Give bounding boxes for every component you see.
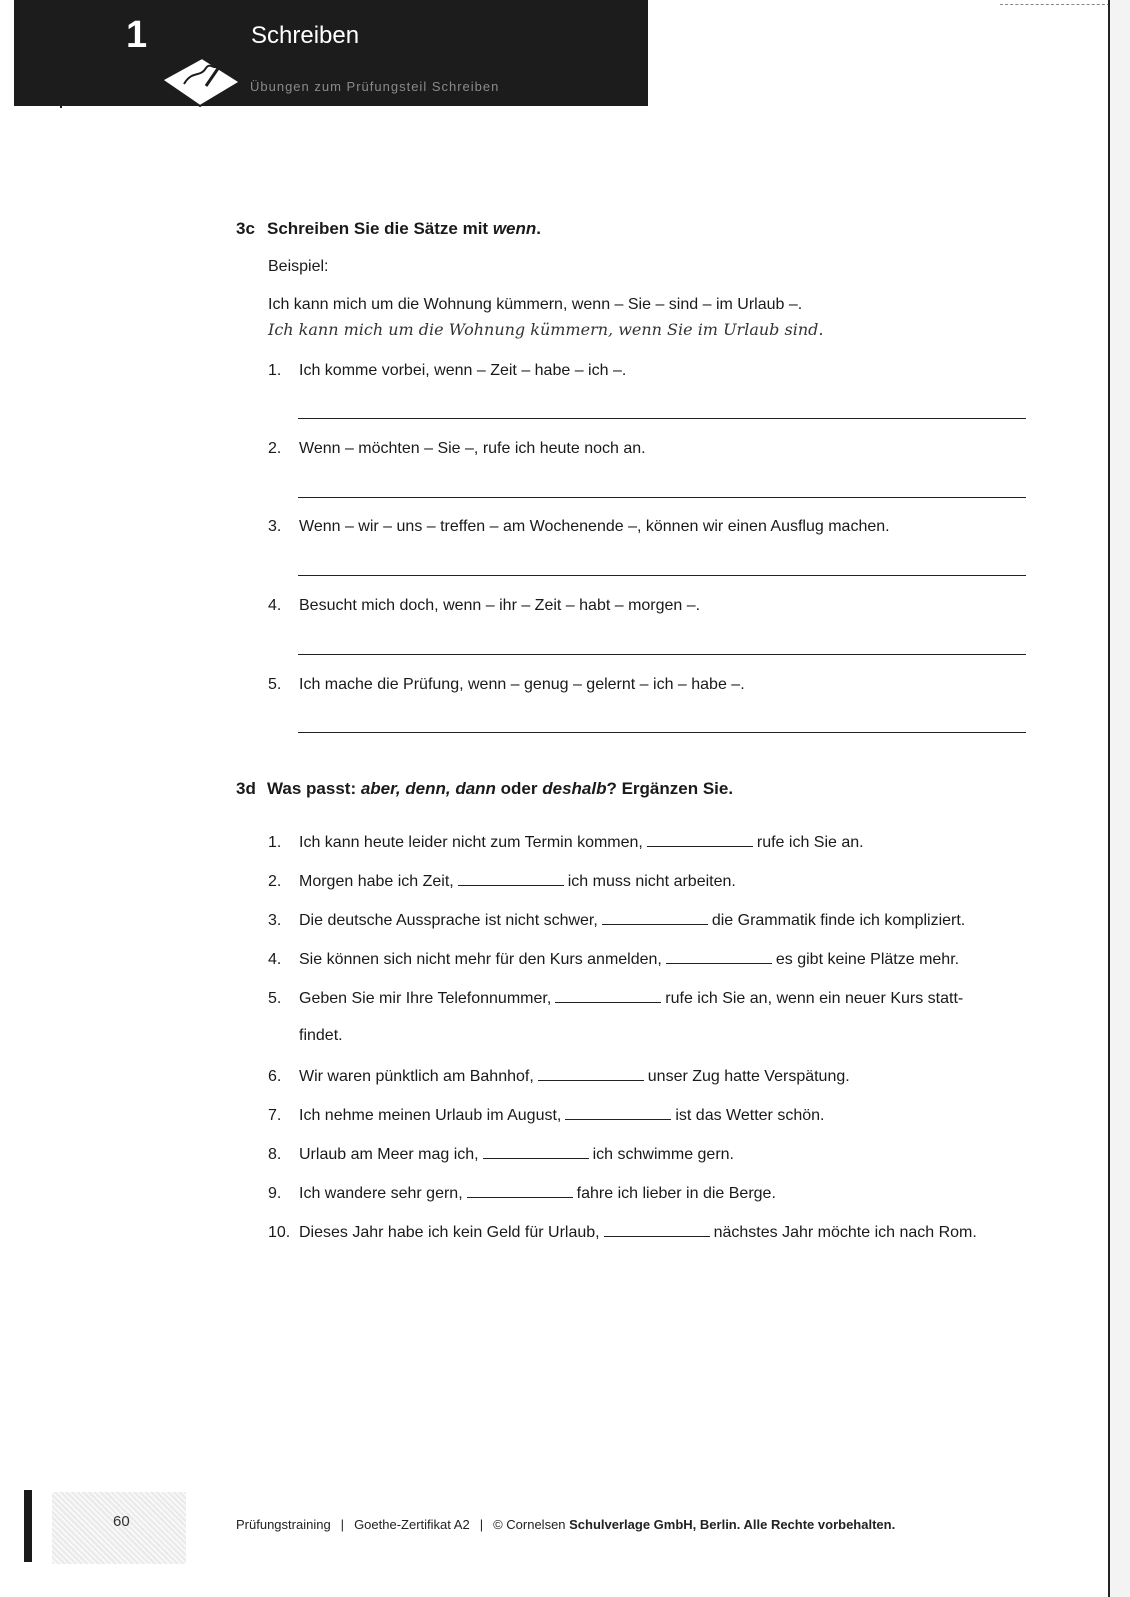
list-item xyxy=(268,518,890,536)
item-text-before: Urlaub am Meer mag ich, xyxy=(299,1146,479,1163)
item-number: 2. xyxy=(268,440,282,457)
item-number: 2. xyxy=(268,873,282,890)
answer-line[interactable] xyxy=(298,575,1026,576)
exercise-3d-heading xyxy=(236,779,733,799)
list-item xyxy=(268,949,959,969)
item-number: 4. xyxy=(268,597,282,614)
list-item xyxy=(268,871,736,891)
instruction-suffix: . xyxy=(536,219,541,238)
item-text-after: rufe ich Sie an, wenn ein neuer Kurs statt- xyxy=(665,990,964,1007)
list-item xyxy=(268,832,864,852)
answer-line[interactable] xyxy=(298,732,1026,733)
chapter-number: 1 xyxy=(126,14,148,56)
blank-field[interactable] xyxy=(467,1183,573,1198)
item-text-after: rufe ich Sie an. xyxy=(756,834,864,851)
item-text: Ich komme vorbei, wenn – Zeit – habe – ich –. xyxy=(299,362,627,379)
instruction-text-mid: oder xyxy=(495,779,543,798)
list-item xyxy=(268,1222,977,1242)
item-text-before: Ich kann heute leider nicht zum Termin kommen, xyxy=(299,834,643,851)
header-tab-line xyxy=(60,68,62,108)
item-text-before: Ich wandere sehr gern, xyxy=(299,1185,463,1202)
item-number: 5. xyxy=(268,990,282,1007)
page-spine xyxy=(1110,0,1130,1597)
item-text-before: Wir waren pünktlich am Bahnhof, xyxy=(299,1068,534,1085)
item-text: Wenn – wir – uns – treffen – am Wochenende –, können wir einen Ausflug machen. xyxy=(299,518,890,535)
blank-field[interactable] xyxy=(538,1066,644,1081)
list-item xyxy=(268,1105,824,1125)
list-item xyxy=(268,988,963,1008)
item-number: 1. xyxy=(268,834,282,851)
example-label: Beispiel: xyxy=(268,258,329,275)
item-text-before: Dieses Jahr habe ich kein Geld für Urlaub, xyxy=(299,1224,600,1241)
item-text-after: ich muss nicht arbeiten. xyxy=(567,873,736,890)
answer-line[interactable] xyxy=(298,418,1026,419)
item-number: 1. xyxy=(268,362,282,379)
item-number: 8. xyxy=(268,1146,282,1163)
item-text-after: es gibt keine Plätze mehr. xyxy=(775,951,960,968)
blank-field[interactable] xyxy=(565,1105,671,1120)
top-rule xyxy=(1000,4,1110,6)
item-text-after: ist das Wetter schön. xyxy=(675,1107,825,1124)
instruction-text: Was passt: xyxy=(267,779,361,798)
instruction-keyword: wenn xyxy=(492,219,537,238)
item-text: Wenn – möchten – Sie –, rufe ich heute noch an. xyxy=(299,440,646,457)
item-continuation: findet. xyxy=(299,1027,343,1044)
blank-field[interactable] xyxy=(604,1222,710,1237)
item-text-after: nächstes Jahr möchte ich nach Rom. xyxy=(713,1224,977,1241)
exercise-number: 3d xyxy=(236,779,256,798)
list-item xyxy=(268,1183,776,1203)
instruction-suffix: ? Ergänzen Sie. xyxy=(606,779,734,798)
blank-field[interactable] xyxy=(555,988,661,1003)
footer-divider: | xyxy=(479,1517,484,1532)
item-text-after: die Grammatik finde ich kompliziert. xyxy=(711,912,966,929)
chapter-header xyxy=(14,0,648,106)
example-answer: Ich kann mich um die Wohnung kümmern, wenn Sie im Urlaub sind. xyxy=(268,320,824,339)
footer-tab-marker xyxy=(24,1490,32,1562)
list-item xyxy=(268,597,700,615)
instruction-keyword: deshalb xyxy=(542,779,607,798)
instruction-text: Schreiben Sie die Sätze mit xyxy=(267,219,493,238)
item-text-before: Sie können sich nicht mehr für den Kurs anmelden, xyxy=(299,951,662,968)
item-text-before: Geben Sie mir Ihre Telefonnummer, xyxy=(299,990,552,1007)
item-number: 4. xyxy=(268,951,282,968)
footer-divider: | xyxy=(340,1517,345,1532)
item-text-before: Morgen habe ich Zeit, xyxy=(299,873,454,890)
blank-field[interactable] xyxy=(602,910,708,925)
exercise-3c-heading xyxy=(236,219,541,239)
page-number: 60 xyxy=(113,1513,130,1530)
item-number: 5. xyxy=(268,676,282,693)
item-number: 7. xyxy=(268,1107,282,1124)
blank-field[interactable] xyxy=(647,832,753,847)
chapter-subtitle: Übungen zum Prüfungsteil Schreiben xyxy=(250,79,500,94)
exercise-number: 3c xyxy=(236,219,255,238)
list-item xyxy=(268,1144,734,1164)
header-tab-marker xyxy=(14,66,20,102)
item-text-before: Die deutsche Aussprache ist nicht schwer, xyxy=(299,912,598,929)
answer-line[interactable] xyxy=(298,497,1026,498)
item-number: 9. xyxy=(268,1185,282,1202)
example-prompt: Ich kann mich um die Wohnung kümmern, wenn – Sie – sind – im Urlaub –. xyxy=(268,296,803,313)
blank-field[interactable] xyxy=(483,1144,589,1159)
list-item xyxy=(268,910,965,930)
item-text: Ich mache die Prüfung, wenn – genug – gelernt – ich – habe –. xyxy=(299,676,745,693)
item-text-after: fahre ich lieber in die Berge. xyxy=(576,1185,776,1202)
item-text-after: ich schwimme gern. xyxy=(592,1146,734,1163)
footer-credits xyxy=(236,1517,895,1532)
answer-line[interactable] xyxy=(298,654,1026,655)
item-number: 6. xyxy=(268,1068,282,1085)
footer-book-title: Goethe-Zertifikat A2 xyxy=(354,1517,470,1532)
writing-icon xyxy=(162,40,242,110)
footer-book-series: Prüfungstraining xyxy=(236,1517,331,1532)
footer-copyright: © Cornelsen xyxy=(493,1517,570,1532)
item-text-before: Ich nehme meinen Urlaub im August, xyxy=(299,1107,562,1124)
list-item xyxy=(268,676,745,694)
instruction-keywords: aber, denn, dann xyxy=(360,779,496,798)
item-text-after: unser Zug hatte Verspätung. xyxy=(647,1068,850,1085)
footer-publisher: Schulverlage GmbH, Berlin. Alle Rechte vorbehalten. xyxy=(569,1517,896,1532)
item-number: 10. xyxy=(268,1224,291,1241)
chapter-title: Schreiben xyxy=(251,22,360,49)
item-number: 3. xyxy=(268,518,282,535)
item-number: 3. xyxy=(268,912,282,929)
item-text: Besucht mich doch, wenn – ihr – Zeit – habt – morgen –. xyxy=(299,597,701,614)
blank-field[interactable] xyxy=(666,949,772,964)
list-item xyxy=(268,362,626,380)
list-item xyxy=(268,1066,850,1086)
blank-field[interactable] xyxy=(458,871,564,886)
list-item xyxy=(268,440,646,458)
